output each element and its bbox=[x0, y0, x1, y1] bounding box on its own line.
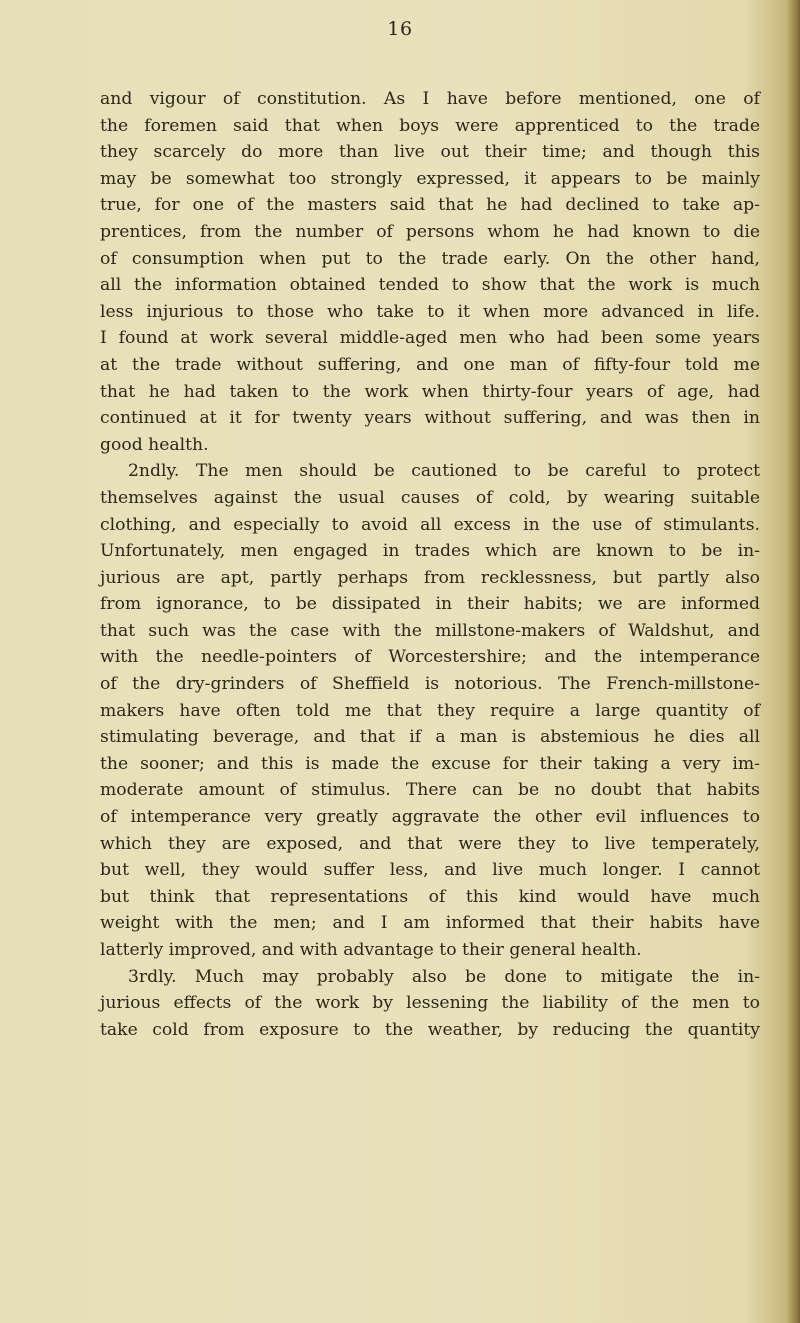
text-line: jurious effects of the work by lessening the liability of the men to bbox=[100, 993, 760, 1014]
text-line: and vigour of constitution. As I have before mentioned, one of bbox=[100, 89, 760, 109]
text-line: makers have often told me that they require a large quantity of bbox=[100, 700, 760, 721]
text-line: with the needle-pointers of Worcestershire; and the intemperance bbox=[100, 647, 760, 668]
text-line: they scarcely do more than live out their time; and though this bbox=[100, 142, 760, 163]
text-line: Unfortunately, men engaged in trades which are known to be in- bbox=[100, 541, 760, 562]
text-line: but think that representations of this kind would have much bbox=[100, 886, 760, 907]
text-line: of intemperance very greatly aggravate the other evil influences to bbox=[100, 807, 760, 828]
text-line: good health. bbox=[100, 434, 209, 455]
text-line: 2ndly. The men should be cautioned to be careful to protect bbox=[128, 461, 760, 482]
text-line: latterly improved, and with advantage to their general health. bbox=[100, 940, 642, 960]
text-line: but well, they would suffer less, and live much longer. I cannot bbox=[100, 860, 760, 881]
page-number: 16 bbox=[387, 18, 413, 40]
text-line: the foremen said that when boys were apprenticed to the trade bbox=[100, 115, 760, 136]
text-line: less injurious to those who take to it when more advanced in life. bbox=[100, 301, 760, 322]
text-line: themselves against the usual causes of cold, by wearing suitable bbox=[100, 487, 760, 508]
text-line: take cold from exposure to the weather, by reducing the quantity bbox=[100, 1019, 760, 1040]
text-line: of consumption when put to the trade early. On the other hand, bbox=[100, 248, 760, 269]
text-line: continued at it for twenty years without suffering, and was then in bbox=[100, 408, 760, 429]
text-line: that he had taken to the work when thirty-four years of age, had bbox=[100, 381, 760, 402]
text-line: all the information obtained tended to show that the work is much bbox=[100, 275, 760, 296]
text-line: moderate amount of stimulus. There can be no doubt that habits bbox=[100, 780, 760, 801]
body-text bbox=[100, 86, 760, 1043]
text-line: prentices, from the number of persons whom he had known to die bbox=[100, 221, 760, 242]
text-line: from ignorance, to be dissipated in their habits; we are informed bbox=[100, 594, 760, 615]
text-line: I found at work several middle-aged men who had been some years bbox=[100, 328, 760, 349]
text-line: true, for one of the masters said that he had declined to take ap- bbox=[100, 195, 760, 216]
text-line: which they are exposed, and that were they to live temperately, bbox=[100, 833, 760, 854]
text-line: stimulating beverage, and that if a man is abstemious he dies all bbox=[100, 727, 760, 748]
text-line: that such was the case with the millstone-makers of Waldshut, and bbox=[100, 620, 760, 641]
text-line: at the trade without suffering, and one man of fifty-four told me bbox=[100, 354, 760, 375]
text-line: the sooner; and this is made the excuse for their taking a very im- bbox=[100, 753, 760, 774]
text-line: of the dry-grinders of Sheffield is notorious. The French-millstone- bbox=[100, 674, 760, 695]
text-line: weight with the men; and I am informed that their habits have bbox=[100, 913, 760, 934]
text-line: may be somewhat too strongly expressed, it appears to be mainly bbox=[100, 168, 760, 189]
text-line: jurious are apt, partly perhaps from recklessness, but partly also bbox=[100, 567, 760, 588]
page-edge-shadow bbox=[786, 0, 800, 1323]
text-line: clothing, and especially to avoid all excess in the use of stimulants. bbox=[100, 514, 760, 535]
text-line: 3rdly. Much may probably also be done to mitigate the in- bbox=[128, 966, 760, 987]
